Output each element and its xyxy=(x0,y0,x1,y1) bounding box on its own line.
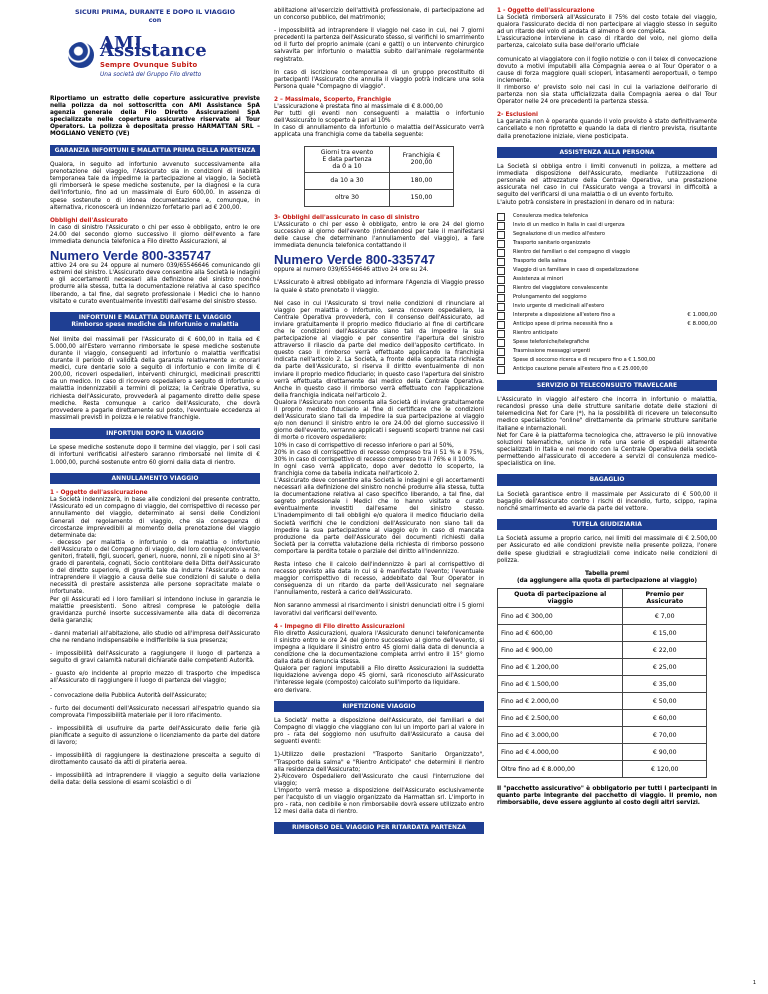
paragraph: Non saranno ammessi al risarcimento i sinistri denunciati oltre i 5 giorni lavorativi dal verificarsi dell'evento. xyxy=(274,603,484,617)
checkbox-icon xyxy=(497,357,505,365)
table-cell: Fino ad € 1.200,00 xyxy=(498,659,623,676)
table-row xyxy=(498,659,707,676)
service-item xyxy=(497,231,717,239)
service-item xyxy=(497,312,717,320)
table-cell: Fino ad € 900,00 xyxy=(498,642,623,659)
services-list xyxy=(497,213,717,374)
section-bar-ritardata-partenza: RIMBORSO DEL VIAGGIO PER RITARDATA PARTENZA xyxy=(274,822,484,834)
table-cell: Fino ad € 2.500,00 xyxy=(498,710,623,727)
table-cell: € 60,00 xyxy=(623,710,707,727)
table-title: Tabella premi (da aggiungere alla quota di partecipazione al viaggio) xyxy=(516,570,698,584)
table-row xyxy=(498,642,707,659)
service-label: Viaggio di un familiare in caso di ospedalizzazione xyxy=(513,266,639,273)
checkbox-icon xyxy=(497,258,505,266)
column-1 xyxy=(50,8,260,794)
table-cell: 180,00 xyxy=(390,172,454,189)
checkbox-icon xyxy=(497,348,505,356)
franchigia-table xyxy=(304,146,454,207)
service-item xyxy=(497,321,717,329)
paragraph: La Società' mette a disposizione dell'Assicurato, dei familiari e del Compagno di viaggio che viaggiano con lui un importo pari al valore in pro - rata del soggiorno non usufruito dall'Assicurato a causa dei seguenti eventi: xyxy=(274,718,484,746)
paragraph: Le spese mediche sostenute dopo il termine del viaggio, per i soli casi di infortuni verificatisi all'estero saranno rimborsate nel limite di € 1.000,00, purché sostenute entro 60 giorni dalla data di rientro. xyxy=(50,445,260,466)
section-bar-assistenza: ASSISTENZA ALLA PERSONA xyxy=(497,147,717,159)
table-cell: € 7,00 xyxy=(623,608,707,625)
service-label: Rientro dei familiari o del compagno di viaggio xyxy=(513,248,630,255)
service-label: Consulenza medica telefonica xyxy=(513,212,589,219)
service-item xyxy=(497,330,717,338)
paragraph: attivo 24 ore su 24 oppure al numero 039/65546646 comunicando gli estremi del sinistro. L'Assicurato deve consentire alla Società le indagini e gli accertamenti necessari alla definizione del sinistro nonché produrre alla stessa, tutta la documentazione relativa al caso specifico liberando, a tal fine, dal segreto professionale i Medici che lo hanno visitato e curato eventualmente investiti dall'esame del sinistro stesso. xyxy=(50,263,260,305)
checkbox-icon xyxy=(497,267,505,275)
checkbox-icon xyxy=(497,312,505,320)
column-header: Quota di partecipazione al viaggio xyxy=(498,588,623,607)
paragraph: 1)-Utilizzo delle prestazioni "Trasporto Sanitario Organizzato", "Trasporto della salma" e "Rientro Anticipato" che determini il rientro alla residenza dell'Assicurato; 2)-Ricovero Ospedaliero dell'Assicurato che causi l'interruzione del viaggio; L'importo verrà messo a disposizione dell'Assicurato esclusivamente per l'acquisto di un viaggio organizzato da Harmattan srl. L'importo in pro - rata, non cedibile e non rimborsabile dovrà essere utilizzato entro 12 mesi dalla data di rientro. xyxy=(274,752,484,816)
checkbox-icon xyxy=(497,276,505,284)
table-cell: Giorni tra evento E data partenza da 0 a 10 xyxy=(305,146,390,172)
section-bar-infortuni-dopo: INFORTUNI DOPO IL VIAGGIO xyxy=(50,428,260,440)
ami-assistance-logo xyxy=(60,32,250,88)
service-label: Invio di un medico in Italia in casi di urgenza xyxy=(513,221,625,228)
section-bar-annullamento: ANNULLAMENTO VIAGGIO xyxy=(50,473,260,485)
paragraph: Filo diretto Assicurazioni, qualora l'Assicurato denunci telefonicamente il sinistro entro le ore 24 del giorno successivo al giorno dell'evento, si impegna a liquidare il sinistro entro 45 giorni dalla data di denuncia a condizione che la documentazione completa arrivi entro il 15° giorno dalla data di denuncia stessa. Qualora per ragioni imputabili a Filo diretto Assicurazioni la suddetta liquidazione avvenga dopo 45 giorni, sarà riconosciuto all'Assicurato l'interesse legale (composto) calcolato sull'importo da liquidare. ero derivare. xyxy=(274,630,484,694)
paragraph: L'Assicurato in viaggio all'estero che incorra in infortunio o malattia, recandosi presso una delle strutture sanitarie dotate delle stazioni di telemedicina Net for Care (*), ha la possibilità di ricevere un teleconsulto medico specialistico "online" direttamente da primarie strutture sanitarie italiane e internazionali. Net for Care è la piattaforma tecnologica che, attraverso le più innovative soluzioni telematiche, unisce in rete una serie di ospedali altamente specializzati in Italia e nel mondo con la Centrale Operativa della società permettendo all'assicurato di accedere a servizi di consulenza medico-specialistica on line. xyxy=(497,397,717,467)
paragraph: Qualora, in seguito ad infortunio avvenuto successivamente alla prenotazione del viaggio, l'Assicurato sia in condizioni di inabilità temporanea tale da impedirne la partecipazione al viaggio, la Società gli rimborserà le spese mediche sostenute, per la diagnosi e la cura dell'infortunio, fino ad un massimale di Euro 600,00. In assenza di spese sostenute o di idonea documentazione e, comunque, in alternativa, riconoscerà un indennizzo forfetario pari ad € 200,00. xyxy=(50,162,260,211)
document-title: SICURI PRIMA, DURANTE E DOPO IL VIAGGIO con xyxy=(74,8,236,24)
service-item xyxy=(497,339,717,347)
paragraph: Nel caso in cui l'Assicurato si trovi nelle condizioni di rinunciare al viaggio per malattia o infortunio, senza ricovero ospedaliero, la Centrale Operativa provvederà, con il consenso dell'Assicurato, ad inviare gratuitamente il proprio medico fiduciario al fine di certificare che le condizioni dell'Assicurato siano tali da impedire la sua partecipazione al viaggio e per consentire l'apertura del sinistro attraverso il rilascio da parte del medico dell'apposito certificato. In questo caso il rimborso verrà effettuato applicando la franchigia indicata nell'articolo 2. La Società, a fronte della sopracitata richiesta da parte dell'Assicurato, si riserva il diritto eventualmente di non inviare il proprio medico fiduciario; in questo caso l'apertura del sinistro verrà effettuata direttamente dal medico della Centrale Operativa. Anche in questo caso il rimborso verrà effettuato con l'applicazione della franchigia indicata nell'articolo 2. Qualora l'Assicurato non consenta alla Società di inviare gratuitamente il proprio medico fiduciario al fine di certificare che le condizioni dell'Assicurato siano tali da impedire la sua partecipazione al viaggio e/o non denunci il sinistro entro le ore 24.00 del giorno successivo il giorno dell'evento, verranno applicati i seguenti scoperti tranne nei casi di morte o ricovero ospedaliero: 10% in caso di corrispettivo di recesso inferiore o pari al 50%, 20% in caso di corrispettivo di recesso compreso tra il 51 % e il 75%, 30% in caso di corrispettivo di recesso compreso tra il 76% e il 100%. In ogni caso verrà applicato, dopo aver dedotto lo scoperto, la franchigia come da tabella indicata nell'articolo 2. L'Assicurato deve consentire alla Società le indagini e gli accertamenti necessari alla definizione del sinistro nonché produrre alla stessa, tutta la documentazione relativa al caso specifico liberando, a tal fine, dal segreto professionale i Medici che lo hanno visitato e curato eventualmente investiti dall'esame del sinistro stesso. L'inadempimento di tali obblighi e/o qualora il medico fiduciario della Società verifichi che le condizioni dell'Assicurato non siano tali da impedire la sua partecipazione al viaggio e/o in caso di mancata produzione da parte dell'Assicurato dei documenti richiesti dalla Società per la corretta valutazione della richiesta di rimborso possono comportare la perdita totale o parziale del diritto all'indennizzo. xyxy=(274,300,484,555)
checkbox-icon xyxy=(497,303,505,311)
service-item xyxy=(497,366,717,374)
service-item xyxy=(497,240,717,248)
section-bar-infortuni-durante: INFORTUNI E MALATTIA DURANTE IL VIAGGIO Rimborso spese mediche da Infortunio o malattia xyxy=(50,312,260,331)
table-cell: € 35,00 xyxy=(623,676,707,693)
paragraph: - danni materiali all'abitazione, allo studio od all'impresa dell'Assicurato che ne rendano indispensabile e indifferibile la sua presenza; xyxy=(50,630,260,645)
service-item xyxy=(497,249,717,257)
table-cell: € 90,00 xyxy=(623,744,707,761)
table-cell: € 22,00 xyxy=(623,642,707,659)
paragraph: - impossibilità dell'Assicurato a raggiungere il luogo di partenza a seguito di gravi calamità naturali dichiarate dalle competenti Autorità. xyxy=(50,651,260,665)
toll-free-number: Numero Verde 800-335747 xyxy=(50,248,212,264)
service-label: Rientro anticipato xyxy=(513,329,558,336)
table-cell: 150,00 xyxy=(390,189,454,206)
table-cell: Fino ad € 4.000,00 xyxy=(498,744,623,761)
paragraph: - impossibilità ad intraprendere il viaggio nel caso in cui, nei 7 giorni precedenti la partenza dell'Assicurato stesso, si verifichi lo smarrimento od il furto del proprio animale (cani e gatti) o un intervento chirurgico salvavita per infortunio o malattia subito dall'animale regolarmente registrato. xyxy=(274,28,484,63)
service-amount: € 8.000,00 xyxy=(687,320,717,327)
intro-text: Riportiamo un estratto delle coperture assicurative previste nella polizza da noi sottoscritta con AMI Assistance SpA agenzia generale della Filo Diretto Assicurazioni SpA specializzate nelle coperture assicurative riservate ai Tour Operators. La polizza è depositata presso HARMATTAN SRL – MOGLIANO VENETO (VE) xyxy=(50,96,260,138)
checkbox-icon xyxy=(497,222,505,230)
table-cell: Fino ad € 1.500,00 xyxy=(498,676,623,693)
table-cell: Fino ad € 300,00 xyxy=(498,608,623,625)
table-row xyxy=(498,710,707,727)
paragraph: In caso di iscrizione contemporanea di un gruppo precostituito di partecipanti l'Assicurato che annulla il viaggio potrà indicare una sola Persona quale "Compagno di viaggio". xyxy=(274,69,484,90)
service-label: Anticipo spese di prima necessità fino a xyxy=(513,320,613,327)
service-label: Spese telefoniche/telegrafiche xyxy=(513,338,590,345)
logo-group: Una società del Gruppo Filo diretto xyxy=(100,72,202,78)
checkbox-icon xyxy=(497,294,505,302)
paragraph: L'Assicurato è altresì obbligato ad informare l'Agenzia di Viaggio presso la quale è stato prenotato il viaggio. xyxy=(274,280,484,294)
checkbox-icon xyxy=(497,249,505,257)
paragraph: - impossibilità di raggiungere la destinazione prescelta a seguito di dirottamento causato da atti di pirateria aerea. xyxy=(50,753,260,767)
service-label: Rientro del viaggiatore convalescente xyxy=(513,284,608,291)
table-cell: € 15,00 xyxy=(623,625,707,642)
table-cell: € 50,00 xyxy=(623,693,707,710)
service-label: Trasporto della salma xyxy=(513,257,567,264)
table-cell: Fino ad € 3.000,00 xyxy=(498,727,623,744)
logo-slogan: Sempre Ovunque Subito xyxy=(100,61,198,69)
table-cell: oltre 30 xyxy=(305,189,390,206)
service-label: Trasporto sanitario organizzato xyxy=(513,239,591,246)
table-row xyxy=(305,189,454,206)
service-item xyxy=(497,303,717,311)
service-label: Invio urgente di medicinali all'estero xyxy=(513,302,605,309)
checkbox-icon xyxy=(497,285,505,293)
paragraph: abilitazione all'esercizio dell'attività professionale, di partecipazione ad un concorso pubblico, del matrimonio; xyxy=(274,8,484,22)
paragraph: La Società si obbliga entro i limiti convenuti in polizza, a mettere ad immediata disposizione dell'Assicurato, mediante l'utilizzazione di personale ed attrezzature della Centrale Operativa, una prestazione assicurata nel caso in cui l'Assicurato venga a trovarsi in difficoltà a seguito del verificarsi di una malattia o di un evento fortuito. L'aiuto potrà consistere in prestazioni in denaro od in natura: xyxy=(497,164,717,206)
service-label: Segnalazione di un medico all'estero xyxy=(513,230,605,237)
service-amount: € 1.000,00 xyxy=(687,311,717,318)
table-cell: Franchigia € 200,00 xyxy=(390,146,454,172)
service-label: Assistenza ai minori xyxy=(513,275,564,282)
paragraph: - guasto e/o incidente al proprio mezzo di trasporto che impedisca all'Assicurato di raggiungere il luogo di partenza del viaggio; - - convocazione della Pubblica Autorità dell'Assicurato; xyxy=(50,671,260,699)
subheading: 4 - Impegno di Filo diretto Assicurazioni xyxy=(274,623,405,630)
checkbox-icon xyxy=(497,213,505,221)
section-bar-bagaglio: BAGAGLIO xyxy=(497,474,717,486)
subheading: 2 – Massimale, Scoperto, Franchigie xyxy=(274,96,392,103)
paragraph: oppure al numero 039/65546646 attivo 24 ore su 24. xyxy=(274,267,429,274)
table-cell: Oltre fino ad € 8.000,00 xyxy=(498,761,623,778)
table-row xyxy=(498,693,707,710)
checkbox-icon xyxy=(497,231,505,239)
subheading: 2- Esclusioni xyxy=(497,112,538,119)
table-row xyxy=(498,676,707,693)
checkbox-icon xyxy=(497,366,505,374)
table-row xyxy=(498,608,707,625)
section-bar-teleconsulto: SERVIZIO DI TELECONSULTO TRAVELCARE xyxy=(497,380,717,392)
subheading: 3- Obblighi dell'assicurato in caso di sinistro xyxy=(274,214,420,221)
table-cell: € 120,00 xyxy=(623,761,707,778)
service-item xyxy=(497,357,717,365)
paragraph: La Società rimborserà all'Assicurato il 75% del costo totale del viaggio, qualora l'assicurato decida di non partecipare al viaggio stesso in seguito ad un ritardo del volo di andata di almeno 8 ore completa. L'assicurazione interviene in caso di ritardo del volo, nel giorno della partenza, calcolato sulla base dell'orario ufficiale xyxy=(497,15,717,50)
premi-table xyxy=(497,588,707,778)
service-item xyxy=(497,222,717,230)
footnote: Il "pacchetto assicurativo" è obbligatorio per tutti i partecipanti in quanto parte integrante del pacchetto di viaggio. Il premio, non rimborsabile, deve essere aggiunto al costo degli altri servizi. xyxy=(497,786,717,807)
column-2 xyxy=(274,8,484,840)
service-label: Anticipo cauzione penale all'estero fino a € 25.000,00 xyxy=(513,365,648,372)
section-bar-ripetizione: RIPETIZIONE VIAGGIO xyxy=(274,701,484,713)
service-item xyxy=(497,348,717,356)
service-item xyxy=(497,276,717,284)
checkbox-icon xyxy=(497,240,505,248)
table-cell: da 10 a 30 xyxy=(305,172,390,189)
table-cell: € 70,00 xyxy=(623,727,707,744)
toll-free-number: Numero Verde 800-335747 xyxy=(274,252,436,268)
paragraph: comunicato al viaggiatore con il foglio notizie o con il telex di convocazione dovuto a motivi imputabili alla Compagnia aerea o al Tour Operator o a cause di forza maggiore quali scioperi, intasamenti aeroportuali, o tempo inclemente. Il rimborso e' previsto solo nei casi in cui la variazione dell'orario di partenza non sia stata ufficializzata dalla Compagnia aerea o dal Tour Operator nelle 24 ore precedenti la partenza stessa. xyxy=(497,56,717,106)
section-bar-tutela: TUTELA GIUDIZIARIA xyxy=(497,519,717,531)
column-header: Premio per Assicurato xyxy=(623,588,707,607)
checkbox-icon xyxy=(497,339,505,347)
checkbox-icon xyxy=(497,321,505,329)
column-3 xyxy=(497,8,717,813)
table-row xyxy=(498,761,707,778)
service-label: Trasmissione messaggi urgenti xyxy=(513,347,591,354)
paragraph: La garanzia non è operante quando il volo previsto è stato definitivamente cancellato e non riprotetto e quando la data di rientro prevista, risultante dalla prenotazione iniziale, viene posticipata. xyxy=(497,119,717,140)
subheading: Obblighi dell'Assicurato xyxy=(50,217,128,224)
table-cell: Fino ad € 2.000,00 xyxy=(498,693,623,710)
page-number: 1 xyxy=(752,980,756,986)
section-bar-infortuni-prima: GARANZIA INFORTUNI E MALATTIA PRIMA DELLA PARTENZA xyxy=(50,145,260,157)
paragraph: L'assicurazione è prestata fino al massimale di € 8.000,00 Per tutti gli eventi non conseguenti a malattia o infortunio dell'Assicurato lo scoperto è pari al 10% In caso di annullamento da infortunio o malattia dell'Assicurato verrà applicata una franchigia come da tabella seguente: xyxy=(274,104,484,139)
logo-name: AMI Assistance xyxy=(100,33,207,62)
paragraph: La Società indennizzerà, in base alle condizioni del presente contratto, l'Assicurato ed un compagno di viaggio, del corrispettivo di recesso per annullamento del viaggio, determinato ai sensi delle Condizioni Generali del regolamento di viaggio, che sia conseguenza di circostanze imprevedibili al momento della prenotazione del viaggio determinate da: - decesso per malattia o infortunio o da malattia o infortunio dell'Assicurato o del Compagno di viaggio, del loro coniuge/convivente, genitori, fratelli, figli, suoceri, generi, nuore, nonni, zii e nipoti sino al 3° grado di parentela, cognati, Socio contitolare della Ditta dell'Assicurato o del diretto superiore, di gravità tale da indurre l'Assicurato a non intraprendere il viaggio a causa delle sue condizioni di salute o della necessità di prestare assistenza alle persone sopracitate malate o infortunate. Per gli Assicurati ed i loro familiari si intendono incluse in garanzia le malattie preesistenti. Sono altresì comprese le patologie della gravidanza purché insorte successivamente alla data di decorrenza della garanzia; xyxy=(50,497,260,624)
service-label: Spese di soccorso ricerca e di recupero fino a € 1.500,00 xyxy=(513,356,656,363)
paragraph: - furto dei documenti dell'Assicurato necessari all'espatrio quando sia comprovata l'impossibilità materiale per il loro rifacimento. xyxy=(50,705,260,719)
paragraph: L'Assicurato o chi per esso è obbligato, entro le ore 24 del giorno successivo al giorno dell'evento (intendendosi per tale il manifestarsi delle cause che determinano l'annullamento del viaggio), a fare immediata denuncia telefonica contattando il xyxy=(274,221,484,250)
paragraph: - impossibilità di usufruire da parte dell'Assicurato delle ferie già pianificate a seguito di assunzione o licenziamento da parte del datore di lavoro; xyxy=(50,725,260,747)
paragraph: La Società assume a proprio carico, nei limiti del massimale di € 2.500,00 per Assicurato ed alle condizioni previste nella presente polizza, l'onere delle spese giudiziali e stragiudiziali come indicato nelle condizioni di polizza. xyxy=(497,536,717,564)
table-row xyxy=(305,172,454,189)
service-item xyxy=(497,267,717,275)
table-cell: € 25,00 xyxy=(623,659,707,676)
paragraph: In caso di sinistro l'Assicurato o chi per esso è obbligato, entro le ore 24.00 del secondo giorno successivo il giorno dell'evento a fare immediata denuncia telefonica a Filo diretto Assicurazioni, al xyxy=(50,224,260,245)
service-item xyxy=(497,213,717,221)
service-item xyxy=(497,258,717,266)
table-row xyxy=(498,625,707,642)
table-row xyxy=(498,744,707,761)
service-item xyxy=(497,294,717,302)
subheading: 1 - Oggetto dell'assicurazione xyxy=(497,8,595,14)
paragraph: - impossibilità ad intraprendere il viaggio a seguito della variazione della data: della sessione di esami scolastici o di xyxy=(50,773,260,787)
service-item xyxy=(497,285,717,293)
paragraph: Resta inteso che il calcolo dell'indennizzo è pari al corrispettivo di recesso previsto alla data in cui si è manifestato l'evento; l'eventuale maggior corrispettivo di recesso, addebitato dal Tour Operator in conseguenza di un ritardo da parte dell'Assicurato nel segnalare l'annullamento, resterà a carico dell'Assicurato. xyxy=(274,562,484,597)
table-row xyxy=(498,727,707,744)
ami-logo-icon xyxy=(68,42,94,68)
service-label: Prolungamento del soggiorno xyxy=(513,293,587,300)
checkbox-icon xyxy=(497,330,505,338)
service-label: Interprete a disposizione all'estero fino a xyxy=(513,311,616,318)
paragraph: La Società garantisce entro il massimale per Assicurato di € 500,00 il bagaglio dell'Assicurato contro i rischi di incendio, furto, scippo, rapina nonché smarrimento ed avarie da parte del vettore. xyxy=(497,491,717,512)
table-cell: Fino ad € 600,00 xyxy=(498,625,623,642)
subheading: 1 - Oggetto dell'assicurazione xyxy=(50,490,148,497)
paragraph: Nel limite dei massimali per l'Assicurato di € 600,00 in Italia ed € 5.000,00 all'Estero verranno rimborsate le spese mediche sostenute durante il viaggio, conseguenti ad infortunio o malattia verificatisi durante il periodo di validità della garanzia relativamente a: onorari medici, cure dentarie solo a seguito di infortunio e con limite di € 200,00, ricoveri ospedalieri, interventi chirurgici, medicinali prescritti da un medico. In caso di ricovero ospedaliero a seguito di infortunio e malattia indennizzabili a termini di polizza; la Centrale Operativa, su richiesta dell'Assicurato, provvederà al pagamento diretto delle spese mediche. Resta comunque a carico dell'Assicurato, che dovrà provvedere a pagarle direttamente sul posto, l'eventuale eccedenza ai massimali previsti in polizza e le relative franchigie. xyxy=(50,336,260,421)
